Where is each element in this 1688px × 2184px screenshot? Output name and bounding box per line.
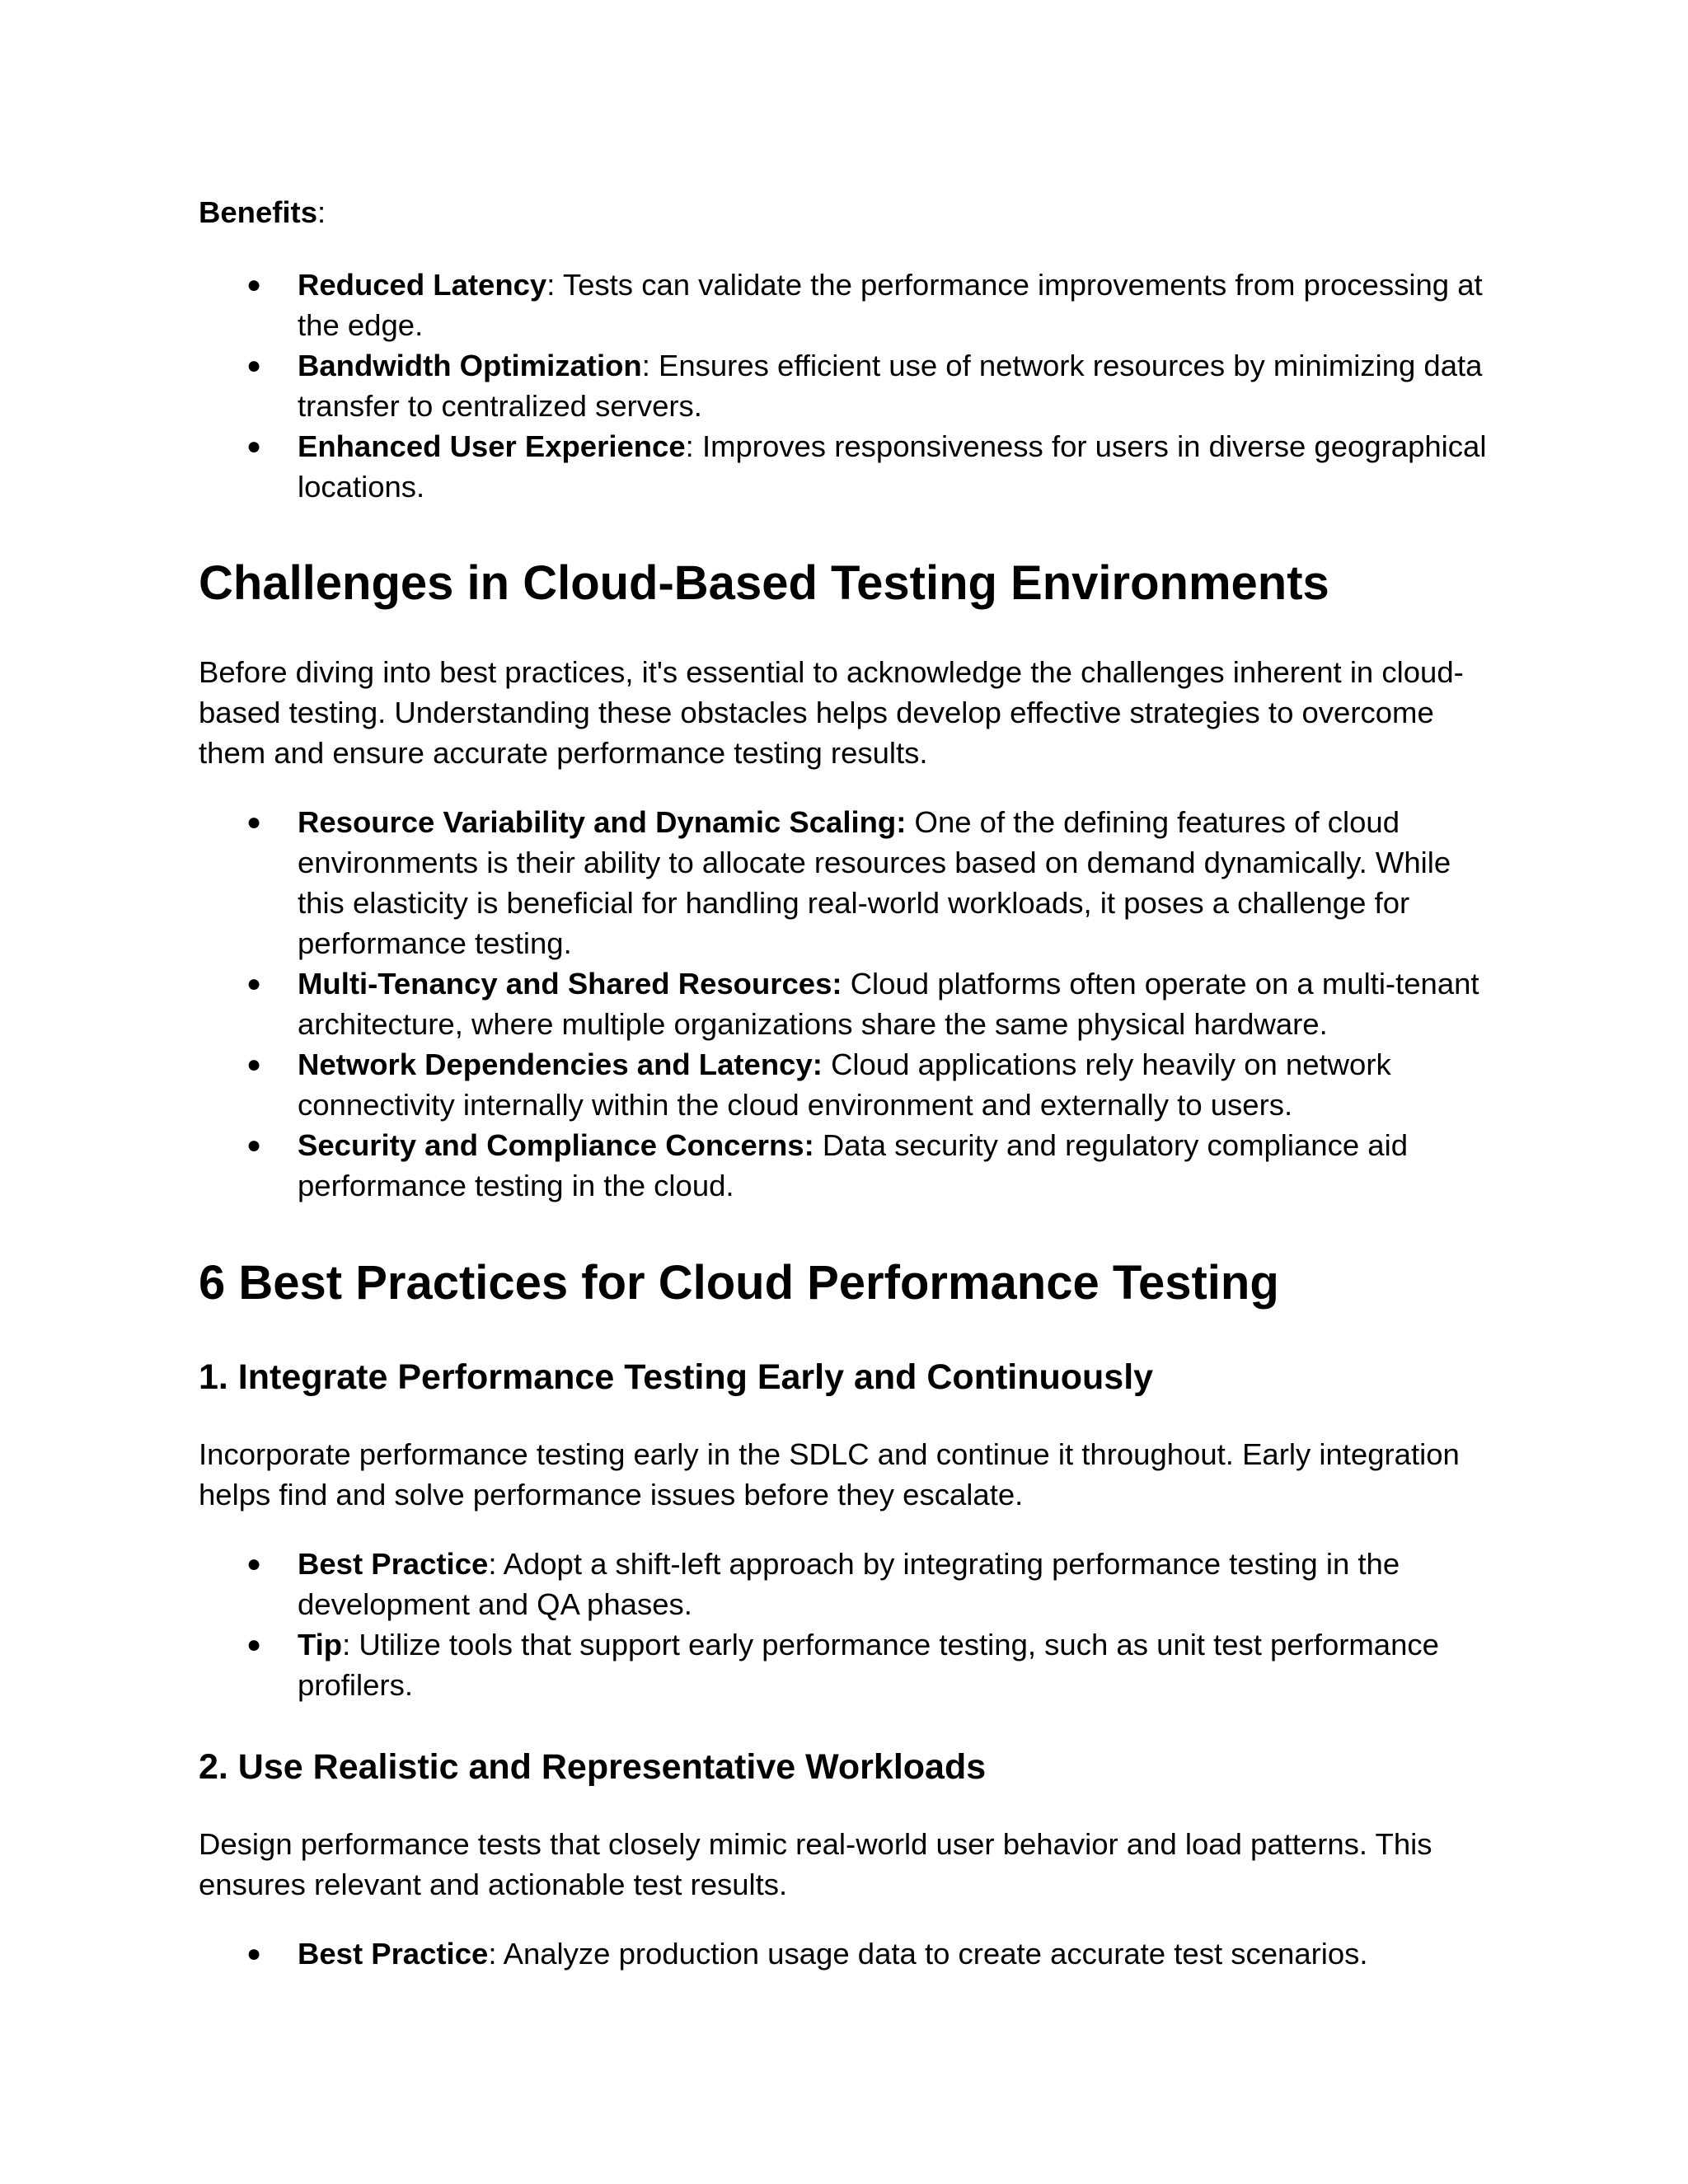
item-term: Reduced Latency [298, 268, 547, 302]
item-text: One of the defining features of cloud environments is their ability to allocate resources based on demand dynamically. While this elasticity is beneficial for handling real-world workloads, it poses a challenge for performance testing. [298, 805, 1451, 960]
item-text: Tests can validate the performance improvements from processing at the edge. [298, 268, 1483, 342]
challenges-heading: Challenges in Cloud-Based Testing Environments [199, 556, 1329, 610]
item-text: Data security and regulatory compliance aid performance testing in the cloud. [298, 1128, 1408, 1202]
item-term: Network Dependencies and Latency: [298, 1047, 823, 1081]
list-item [199, 1044, 1505, 1125]
benefits-label-text: Benefits [199, 195, 318, 229]
bullet-icon: ● [246, 1051, 262, 1078]
challenges-intro: Before diving into best practices, it's essential to acknowledge the challenges inherent in cloud-based testing. Understanding these obstacles helps develop effective strategies to overcome them and ensure accurate performance testing results. [199, 655, 1464, 770]
section-1-list [199, 1544, 1505, 1705]
item-text: Ensures efficient use of network resources by minimizing data transfer to centralized servers. [298, 349, 1483, 423]
list-item [199, 802, 1505, 963]
bullet-icon: ● [246, 808, 262, 836]
item-term: Multi-Tenancy and Shared Resources: [298, 967, 842, 1001]
list-item [199, 1544, 1505, 1624]
bullet-icon: ● [246, 433, 262, 460]
bullet-icon: ● [246, 271, 262, 298]
section-1-heading: 1. Integrate Performance Testing Early and Continuously [199, 1357, 1154, 1397]
item-text: Cloud applications rely heavily on network connectivity internally within the cloud environment and externally to users. [298, 1047, 1391, 1122]
list-item [199, 426, 1505, 507]
section-1-intro: Incorporate performance testing early in the SDLC and continue it throughout. Early integration helps find and solve performance issues before they escalate. [199, 1437, 1460, 1511]
item-text: Adopt a shift-left approach by integrating performance testing in the development and QA phases. [298, 1547, 1400, 1621]
list-item [199, 963, 1505, 1044]
list-item [199, 1933, 1505, 1974]
item-sep [842, 967, 851, 1001]
challenges-list [199, 802, 1505, 1206]
item-sep [823, 1047, 831, 1081]
bullet-icon: ● [246, 1132, 262, 1159]
best-practices-heading: 6 Best Practices for Cloud Performance Testing [199, 1256, 1279, 1310]
bullet-icon: ● [246, 970, 262, 997]
item-sep: : [641, 349, 659, 382]
item-text: Analyze production usage data to create accurate test scenarios. [503, 1937, 1368, 1971]
section-2-list [199, 1933, 1505, 1974]
bullet-icon: ● [246, 1940, 262, 1967]
list-item [199, 1624, 1505, 1705]
bullet-icon: ● [246, 1550, 262, 1577]
item-term: Resource Variability and Dynamic Scaling: [298, 805, 907, 839]
item-text: Cloud platforms often operate on a multi-tenant architecture, where multiple organizations share the same physical hardware. [298, 967, 1479, 1041]
item-term: Bandwidth Optimization [298, 349, 642, 382]
item-sep: : [488, 1937, 504, 1971]
item-sep: : [488, 1547, 504, 1581]
list-item [199, 265, 1505, 345]
list-item [199, 345, 1505, 426]
item-sep: : [546, 268, 563, 302]
section-2-heading: 2. Use Realistic and Representative Workloads [199, 1747, 987, 1787]
item-term: Tip [298, 1628, 343, 1661]
bullet-icon: ● [246, 352, 262, 379]
bullet-icon: ● [246, 1631, 262, 1658]
benefits-label [199, 192, 1505, 232]
item-text: Improves responsiveness for users in diverse geographical locations. [298, 429, 1487, 504]
list-item [199, 1125, 1505, 1206]
item-text: Utilize tools that support early performance testing, such as unit test performance profilers. [298, 1628, 1439, 1702]
item-sep [906, 805, 914, 839]
item-term: Best Practice [298, 1547, 489, 1581]
benefits-list [199, 265, 1505, 507]
item-term: Enhanced User Experience [298, 429, 686, 463]
item-sep [814, 1128, 823, 1162]
item-sep: : [342, 1628, 359, 1661]
item-term: Security and Compliance Concerns: [298, 1128, 814, 1162]
item-sep: : [685, 429, 702, 463]
section-2-intro: Design performance tests that closely mimic real-world user behavior and load patterns. This ensures relevant and actionable test results. [199, 1827, 1432, 1901]
benefits-label-colon: : [317, 195, 326, 229]
item-term: Best Practice [298, 1937, 489, 1971]
